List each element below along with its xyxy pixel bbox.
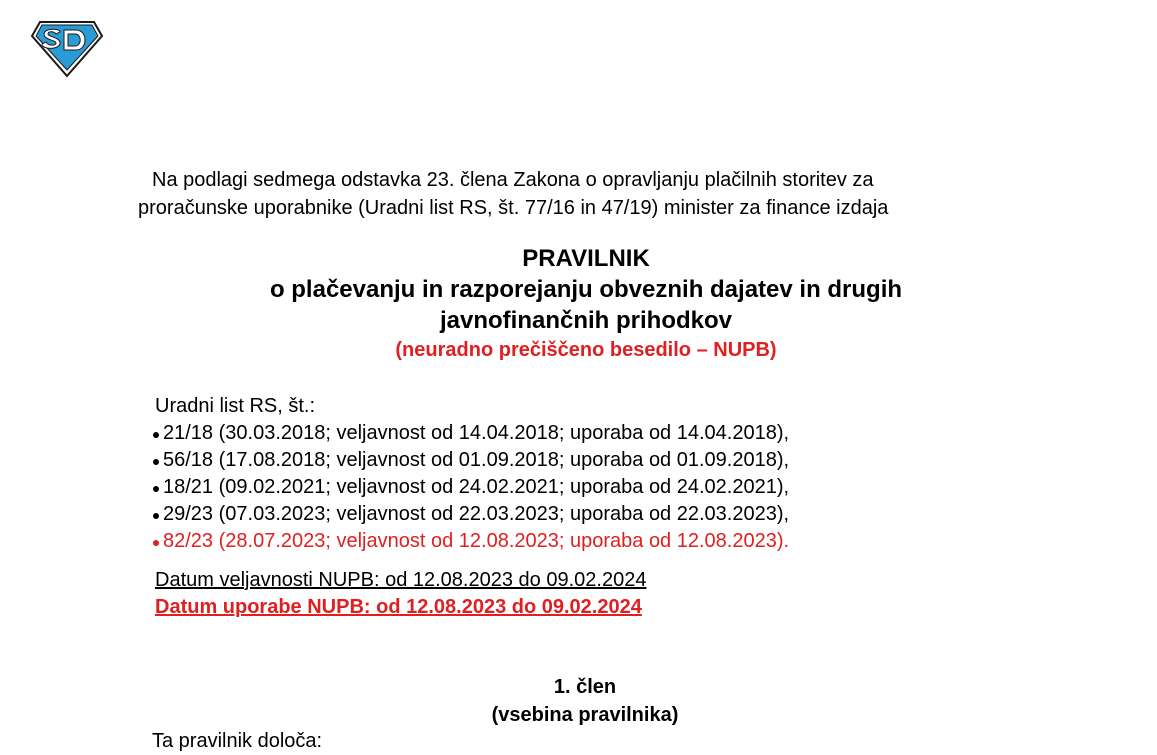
bullet-icon <box>153 486 159 492</box>
gazette-item: 29/23 (07.03.2023; veljavnost od 22.03.2023; uporaba od 22.03.2023), <box>153 501 789 528</box>
title-unofficial-note: (neuradno prečiščeno besedilo – NUPB) <box>395 339 777 361</box>
article-title: (vsebina pravilnika) <box>491 704 679 726</box>
validity-date: Datum veljavnosti NUPB: od 12.08.2023 do 09.02.2024 <box>155 569 647 591</box>
intro-line-1: Na podlagi sedmega odstavka 23. člena Zakona o opravljanju plačilnih storitev za <box>152 169 874 191</box>
gazette-item: 18/21 (09.02.2021; veljavnost od 24.02.2021; uporaba od 24.02.2021), <box>153 474 789 501</box>
sd-diamond-logo-icon <box>30 18 104 78</box>
title-sub-1: o plačevanju in razporejanju obveznih dajatev in drugih <box>269 276 903 303</box>
intro-paragraph <box>138 166 1020 222</box>
gazette-references <box>155 393 789 555</box>
application-date: Datum uporabe NUPB: od 12.08.2023 do 09.02.2024 <box>155 596 642 618</box>
gazette-item: 21/18 (30.03.2018; veljavnost od 14.04.2018; uporaba od 14.04.2018), <box>153 420 789 447</box>
title-sub-2: javnofinančnih prihodkov <box>439 307 733 334</box>
gazette-list <box>155 420 789 555</box>
article-1-body: Ta pravilnik določa: <box>152 730 323 752</box>
title-main: PRAVILNIK <box>522 245 650 272</box>
bullet-icon <box>153 513 159 519</box>
document-title <box>138 243 1034 364</box>
bullet-icon <box>153 432 159 438</box>
article-1-heading <box>380 673 790 729</box>
gazette-item-latest: 82/23 (28.07.2023; veljavnost od 12.08.2023; uporaba od 12.08.2023). <box>153 528 789 555</box>
intro-line-2: proračunske uporabnike (Uradni list RS, št. 77/16 in 47/19) minister za finance izdaja <box>138 197 889 219</box>
gazette-item: 56/18 (17.08.2018; veljavnost od 01.09.2018; uporaba od 01.09.2018), <box>153 447 789 474</box>
bullet-icon <box>153 459 159 465</box>
nupb-dates <box>155 567 646 621</box>
article-number: 1. člen <box>553 676 617 698</box>
bullet-icon <box>153 540 159 546</box>
gazette-heading: Uradni list RS, št.: <box>155 395 316 417</box>
